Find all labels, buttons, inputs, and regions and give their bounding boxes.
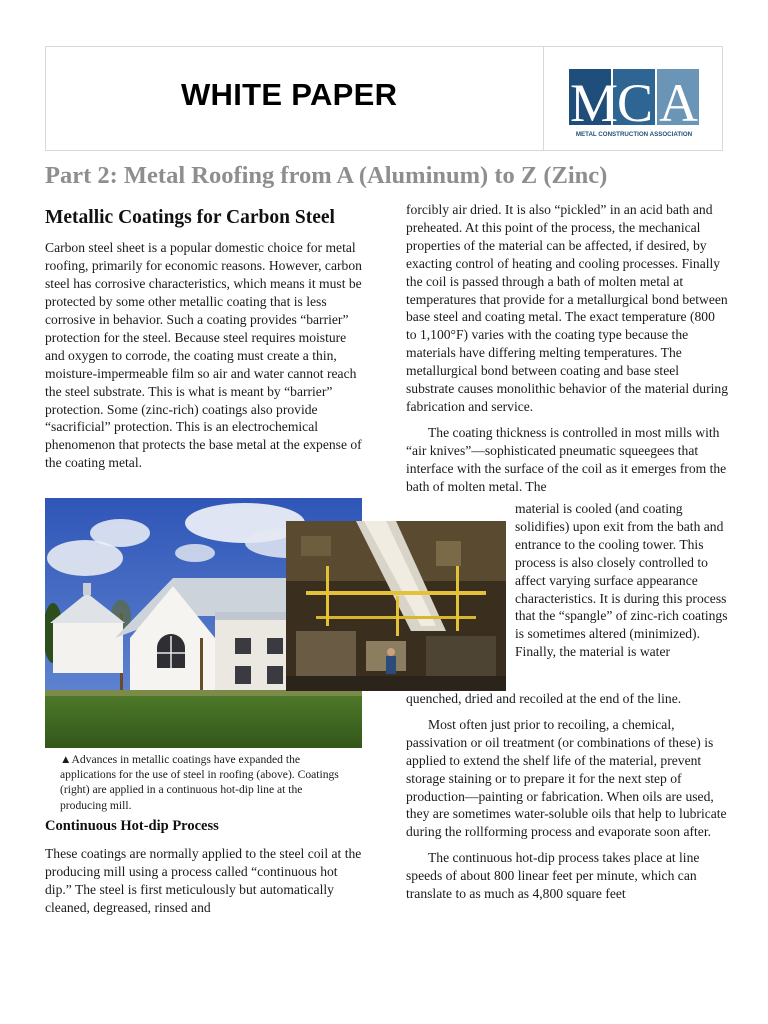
left-column-bottom [45, 845, 365, 917]
section-heading: Metallic Coatings for Carbon Steel [45, 207, 335, 228]
right-column-wrap [515, 500, 730, 661]
process-paragraph: These coatings are normally applied to the steel coil at the producing mill using a process called “continuous hot dip.” The steel is first meticulously but automatically cleaned, degreased, rinsed and [45, 846, 362, 915]
svg-text:M: M [570, 73, 619, 133]
right-paragraph-2-start: The coating thickness is controlled in most mills with “air knives”—sophisticated pneumatic squeegees that interface with the surface of the coil as it emerges from the bath of molten metal. The [406, 424, 727, 494]
left-column [45, 205, 365, 472]
svg-text:METAL CONSTRUCTION ASSOCIATION: METAL CONSTRUCTION ASSOCIATION [575, 131, 693, 138]
right-column-bottom [406, 690, 728, 903]
right-paragraph-4: The continuous hot-dip process takes place at line speeds of about 800 linear feet per minute, which can translate to as much as 4,800 square feet [406, 850, 700, 902]
mill-photo [286, 521, 506, 691]
mca-logo [569, 69, 699, 139]
document-title: WHITE PAPER [181, 77, 398, 112]
svg-text:C: C [617, 73, 654, 133]
right-paragraph-3: Most often just prior to recoiling, a chemical, passivation or oil treatment (or combinations of these) is applied to extend the shelf life of the material, prevent storage staining or to prepare it for the next step of production—painting or fabrication. When oils are used, they are sometimes water-soluble oils that help to lubricate during the rollforming process and evaporate soon after. [406, 716, 727, 840]
header-divider [543, 47, 544, 150]
photo-caption: ▲Advances in metallic coatings have expanded the applications for the use of steel in roofing (above). Coatings (right) are applied in a continuous hot-dip line at the producing mill. [60, 753, 339, 812]
svg-text:A: A [659, 73, 698, 133]
subsection-heading: Continuous Hot-dip Process [45, 818, 219, 834]
intro-paragraph: Carbon steel sheet is a popular domestic choice for metal roofing, primarily for economic reasons. However, carbon steel has corrosive characteristics, which means it must be protected by some other metallic coating that is less corrosive in behavior. Such a coating provides “barrier” protection for the steel. Because steel requires moisture and oxygen to corrode, the coating must create a thin, moisture-impermeable film so air and water cannot reach the steel substrate. This is what is meant by “barrier” protection. Some (zinc-rich) coatings also provide “sacrificial” protection. This is an electrochemical phenomenon that protects the base metal at the expense of the coating metal. [45, 240, 362, 471]
right-column-top [406, 201, 728, 496]
header-box [45, 46, 723, 151]
part-title: Part 2: Metal Roofing from A (Aluminum) to Z (Zinc) [45, 162, 608, 189]
right-paragraph-1: forcibly air dried. It is also “pickled” in an acid bath and preheated. At this point of the process, the mechanical properties of the material can be affected, if desired, by exacting control of heating and cooling processes. Finally the coil is passed through a bath of molten metal at temperatures that provide for a metallurgical bond between base steel and coating metal. The exact temperature (800 to 1,100°F) varies with the coating type because the materials have differing melting temperatures. The metallurgical bond between coating and base steel substrate causes monolithic behavior of the material during fabrication and service. [406, 202, 729, 414]
right-paragraph-2-end: quenched, dried and recoiled at the end of the line. [406, 691, 682, 706]
right-paragraph-2-wrapped: material is cooled (and coating solidifies) upon exit from the bath and entrance to the cooling tower. This process is also closely controlled to affect varying surface appearance characteristics. It is during this process that the “spangle” of zinc-rich coatings is sometimes altered (minimized). Finally, the material is water [515, 501, 728, 660]
